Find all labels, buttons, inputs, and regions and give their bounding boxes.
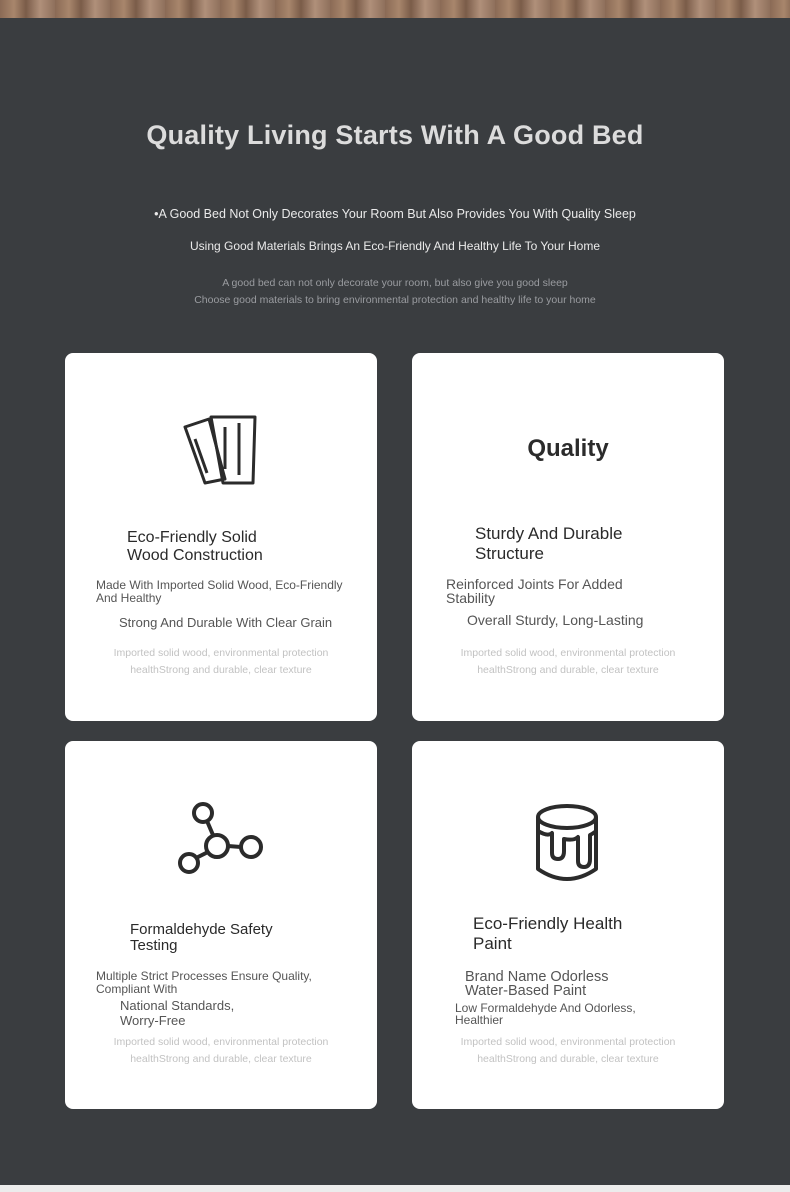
hero-subtitle-1: •A Good Bed Not Only Decorates Your Room But Also Provides You With Quality Sleep: [154, 207, 636, 221]
feature-card-sturdy: [412, 353, 724, 721]
card-title-line1: Formaldehyde Safety: [130, 921, 273, 938]
card-title-line2: Wood Construction: [127, 547, 263, 564]
paint-bucket-icon: [534, 803, 600, 890]
quality-icon-text: Quality: [527, 435, 609, 462]
molecule-icon: [175, 799, 267, 884]
hero-english-2: Choose good materials to bring environmental protection and healthy life to your home: [194, 294, 596, 306]
card-english-line1: Imported solid wood, environmental protection: [113, 1036, 329, 1048]
feature-card-solid-wood: [65, 353, 377, 721]
card-desc-line2: Stability: [446, 590, 496, 606]
card-english-line2: healthStrong and durable, clear texture: [130, 1053, 312, 1065]
card-title-line1: Eco-Friendly Health: [473, 914, 623, 933]
page-title: Quality Living Starts With A Good Bed: [146, 120, 644, 150]
card-title-line2: Paint: [473, 934, 512, 953]
card-desc-line2: And Healthy: [96, 591, 162, 605]
card-desc-line3: Strong And Durable With Clear Grain: [119, 615, 333, 630]
card-desc-line3: Overall Sturdy, Long-Lasting: [467, 612, 644, 628]
card-english-line1: Imported solid wood, environmental protection: [460, 1036, 676, 1048]
card-desc-line1: Reinforced Joints For Added: [446, 576, 623, 592]
feature-card-paint: [412, 741, 724, 1109]
card-title-line1: Eco-Friendly Solid: [127, 529, 257, 546]
hero-subtitle-2: Using Good Materials Brings An Eco-Friendly And Healthy Life To Your Home: [190, 239, 600, 253]
hero-english-1: A good bed can not only decorate your room, but also give you good sleep: [222, 277, 568, 289]
card-title-line1: Sturdy And Durable: [475, 524, 623, 543]
card-desc-line1: Made With Imported Solid Wood, Eco-Friendly: [96, 578, 343, 592]
card-title-line2: Structure: [475, 544, 544, 563]
card-english-line2: healthStrong and durable, clear texture: [130, 664, 312, 676]
card-english-line1: Imported solid wood, environmental protection: [113, 647, 329, 659]
feature-card-formaldehyde: [65, 741, 377, 1109]
bottom-divider: [0, 1185, 790, 1192]
wood-planks-icon: [181, 413, 261, 494]
card-desc-line1: Brand Name Odorless: [465, 969, 609, 985]
wood-floor-banner: [0, 0, 790, 18]
card-english-line2: healthStrong and durable, clear texture: [477, 664, 659, 676]
card-english-line1: Imported solid wood, environmental protection: [460, 647, 676, 659]
card-desc-line1: Multiple Strict Processes Ensure Quality,: [96, 969, 312, 983]
card-desc-line3: Low Formaldehyde And Odorless,: [455, 1001, 636, 1015]
card-desc-line2: Compliant With: [96, 982, 178, 996]
card-title-line2: Testing: [130, 937, 178, 954]
card-english-line2: healthStrong and durable, clear texture: [477, 1053, 659, 1065]
card-desc-line4: Healthier: [455, 1013, 504, 1027]
card-desc-line2: Water-Based Paint: [465, 983, 587, 999]
card-desc-line3: National Standards,: [120, 998, 235, 1013]
card-desc-line4: Worry-Free: [120, 1013, 186, 1028]
